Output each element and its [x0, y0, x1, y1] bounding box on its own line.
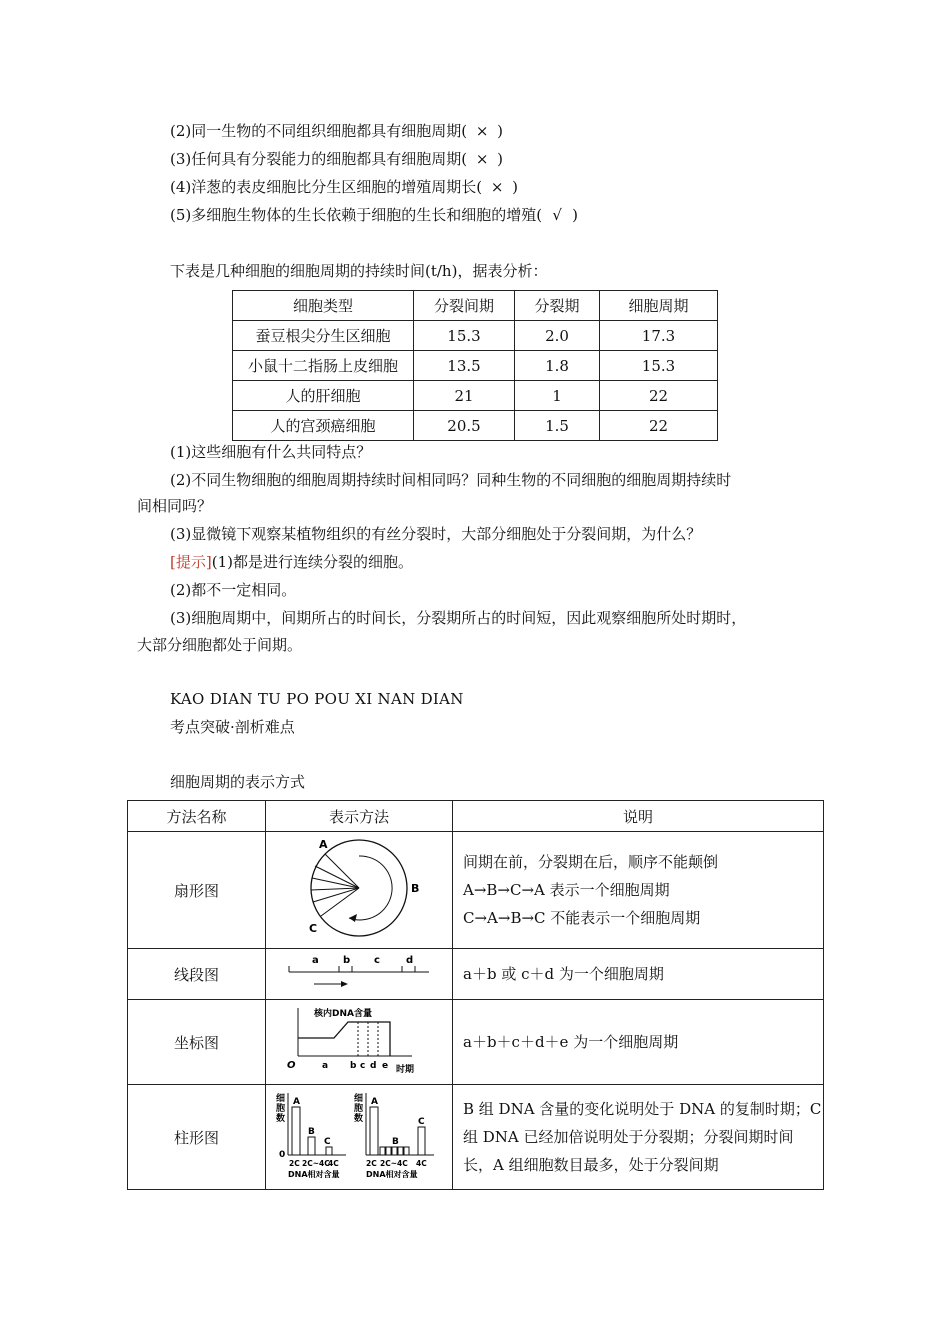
- answer-3: (3)细胞周期中，间期所占的时间长，分裂期所占的时间短，因此观察细胞所处时期时，: [170, 609, 747, 627]
- method-name: 坐标图: [128, 1000, 266, 1085]
- pie-label-a: A: [319, 838, 328, 851]
- table-row: [233, 351, 718, 381]
- method-description: [453, 1000, 824, 1085]
- answer-1: [170, 551, 413, 573]
- coord-xlabel: a: [322, 1061, 329, 1071]
- judgment-text: (2)同一生物的不同组织细胞都具有细胞周期(: [170, 122, 468, 140]
- answer-text: (1)都是进行连续分裂的细胞。: [211, 553, 413, 571]
- bar-label: B: [308, 1127, 315, 1137]
- bar-group-b: [404, 1147, 409, 1155]
- table-cell: 蚕豆根尖分生区细胞: [233, 321, 414, 351]
- table2-caption: 细胞周期的表示方式: [170, 773, 306, 791]
- method-name: 线段图: [128, 949, 266, 1000]
- answer-2: (2)都不一定相同。: [170, 581, 297, 599]
- judgment-3: [170, 148, 503, 170]
- bar-group-b: [386, 1147, 391, 1155]
- table-cell: 21: [414, 381, 515, 411]
- segment-label: a: [312, 955, 319, 966]
- bar-label: A: [293, 1097, 300, 1107]
- section-title: 考点突破·剖析难点: [170, 718, 295, 736]
- question-2: (2)不同生物细胞的细胞周期持续时间相同吗？同种生物的不同细胞的细胞周期持续时: [170, 471, 732, 489]
- table-cell: 人的肝细胞: [233, 381, 414, 411]
- bar-label: C: [418, 1117, 425, 1127]
- table-header-cell: 表示方法: [266, 801, 453, 832]
- table1-intro: 下表是几种细胞的细胞周期的持续时间(t/h)，据表分析：: [170, 262, 548, 280]
- coord-xlabel: b: [350, 1061, 357, 1071]
- method-name: 扇形图: [128, 832, 266, 949]
- segment-label: c: [374, 955, 380, 966]
- table-cell: 15.3: [600, 351, 718, 381]
- bar-label: C: [324, 1137, 331, 1147]
- coord-diagram: [284, 1004, 434, 1076]
- judgment-text: (5)多细胞生物体的生长依赖于细胞的生长和细胞的增殖(: [170, 206, 543, 224]
- pie-label-b: B: [411, 882, 420, 895]
- judgment-text: (3)任何具有分裂能力的细胞都具有细胞周期(: [170, 150, 468, 168]
- bar-group-a: [292, 1107, 300, 1155]
- table-row: [233, 321, 718, 351]
- table-header-cell: 细胞周期: [600, 291, 718, 321]
- judgment-close: ): [497, 150, 503, 168]
- table-row: [128, 832, 824, 949]
- section-pinyin: KAO DIAN TU PO POU XI NAN DIAN: [170, 690, 464, 708]
- bar-label: B: [392, 1137, 399, 1147]
- coord-xlabel: d: [370, 1061, 377, 1071]
- pie-arrow-head: [349, 914, 357, 922]
- table-cell: 1: [515, 381, 600, 411]
- judgment-close: ): [572, 206, 578, 224]
- coord-ylabel: 核内DNA含量: [314, 1009, 372, 1019]
- hint-label: [提示]: [170, 553, 212, 571]
- coord-figure: [266, 1000, 453, 1085]
- table-row: [233, 381, 718, 411]
- method-description: [453, 1085, 824, 1190]
- bar-label: A: [371, 1097, 378, 1107]
- segment-figure: [266, 949, 453, 1000]
- segment-diagram: [284, 952, 434, 992]
- bar-group-b: [392, 1147, 397, 1155]
- bar-figure: [266, 1085, 453, 1190]
- bar-group-a: [370, 1107, 378, 1155]
- bar-group-c: [326, 1147, 332, 1155]
- bar-xaxis-title: DNA相对含量: [288, 1170, 340, 1179]
- bar-group-b: [308, 1137, 315, 1155]
- table-cell: 1.8: [515, 351, 600, 381]
- judgment-2: [170, 120, 503, 142]
- bar-group-c: [418, 1127, 425, 1155]
- desc-line: C→A→B→C 不能表示一个细胞周期: [463, 909, 701, 927]
- desc-line: a＋b＋c＋d＋e 为一个细胞周期: [463, 1033, 679, 1051]
- table-row: [128, 1085, 824, 1190]
- desc-line: 长，A 组细胞数目最多，处于分裂间期: [463, 1156, 719, 1174]
- coord-xlabel: c: [360, 1061, 366, 1071]
- desc-line: B 组 DNA 含量的变化说明处于 DNA 的复制时期；C: [463, 1100, 822, 1118]
- pie-radius: [315, 866, 359, 888]
- bar-ylabel: 胞: [276, 1104, 286, 1114]
- judgment-mark: √: [552, 206, 562, 224]
- representation-table: [127, 800, 824, 1190]
- coord-dna-curve: [298, 1022, 390, 1056]
- bar-ylabel: 数: [354, 1114, 364, 1124]
- judgment-close: ): [497, 122, 503, 140]
- method-name: 柱形图: [128, 1085, 266, 1190]
- bar-xaxis-title: DNA相对含量: [366, 1170, 418, 1179]
- judgment-mark: ×: [475, 150, 489, 168]
- table-cell: 22: [600, 411, 718, 441]
- table-header-cell: 说明: [453, 801, 824, 832]
- coord-xlabel: e: [382, 1061, 389, 1071]
- bar-tick: 2C~4C: [380, 1159, 408, 1168]
- table-cell: 15.3: [414, 321, 515, 351]
- table-cell: 17.3: [600, 321, 718, 351]
- table-cell: 22: [600, 381, 718, 411]
- table-header-cell: 分裂间期: [414, 291, 515, 321]
- coord-origin: O: [287, 1060, 296, 1071]
- bar-ylabel: 细: [276, 1094, 286, 1104]
- segment-arrow-head: [341, 981, 348, 987]
- bar-ylabel: 胞: [354, 1104, 364, 1114]
- desc-line: 组 DNA 已经加倍说明处于分裂期；分裂间期时间: [463, 1128, 794, 1146]
- table-cell: 人的宫颈癌细胞: [233, 411, 414, 441]
- bar-group-b: [380, 1147, 385, 1155]
- judgment-mark: ×: [475, 122, 489, 140]
- table-header-row: [233, 291, 718, 321]
- bar-tick: 2C: [366, 1159, 377, 1168]
- table-cell: 1.5: [515, 411, 600, 441]
- method-description: [453, 949, 824, 1000]
- question-1: (1)这些细胞有什么共同特点？: [170, 443, 372, 461]
- bar-ylabel: 细: [354, 1094, 364, 1104]
- pie-radius: [321, 888, 359, 916]
- method-description: [453, 832, 824, 949]
- bar-diagram: [274, 1089, 444, 1181]
- pie-radius: [325, 854, 359, 888]
- table-cell: 小鼠十二指肠上皮细胞: [233, 351, 414, 381]
- pie-label-c: C: [309, 922, 318, 935]
- judgment-text: (4)洋葱的表皮细胞比分生区细胞的增殖周期长(: [170, 178, 483, 196]
- table-header-cell: 方法名称: [128, 801, 266, 832]
- pie-figure: [266, 832, 453, 949]
- segment-label: b: [343, 955, 351, 966]
- judgment-mark: ×: [490, 178, 504, 196]
- table-row: [233, 411, 718, 441]
- table-cell: 13.5: [414, 351, 515, 381]
- coord-xaxis-title: 时期: [396, 1065, 415, 1075]
- bar-zero: 0: [279, 1150, 286, 1160]
- bar-tick: 4C: [416, 1159, 427, 1168]
- table-header-cell: 分裂期: [515, 291, 600, 321]
- question-3: (3)显微镜下观察某植物组织的有丝分裂时，大部分细胞处于分裂间期，为什么？: [170, 525, 702, 543]
- table-cell: 20.5: [414, 411, 515, 441]
- bar-ylabel: 数: [276, 1114, 286, 1124]
- bar-tick: 2C: [289, 1159, 300, 1168]
- pie-diagram: [289, 832, 429, 944]
- desc-line: A→B→C→A 表示一个细胞周期: [463, 881, 670, 899]
- pie-radius: [312, 878, 359, 888]
- table-header-row: [128, 801, 824, 832]
- bar-tick: 4C: [328, 1159, 339, 1168]
- answer-3-cont: 大部分细胞都处于间期。: [137, 636, 303, 654]
- desc-line: a＋b 或 c＋d 为一个细胞周期: [463, 965, 664, 983]
- bar-group-b: [398, 1147, 403, 1155]
- judgment-5: [170, 204, 578, 226]
- judgment-4: [170, 176, 518, 198]
- desc-line: 间期在前，分裂期在后，顺序不能颠倒: [463, 853, 719, 871]
- judgment-close: ): [512, 178, 518, 196]
- segment-label: d: [406, 955, 414, 966]
- cell-cycle-duration-table: [232, 290, 718, 441]
- table-header-cell: 细胞类型: [233, 291, 414, 321]
- bar-tick: 2C~4C: [302, 1159, 330, 1168]
- question-2-cont: 间相同吗？: [137, 497, 213, 515]
- table-row: [128, 949, 824, 1000]
- table-row: [128, 1000, 824, 1085]
- table-cell: 2.0: [515, 321, 600, 351]
